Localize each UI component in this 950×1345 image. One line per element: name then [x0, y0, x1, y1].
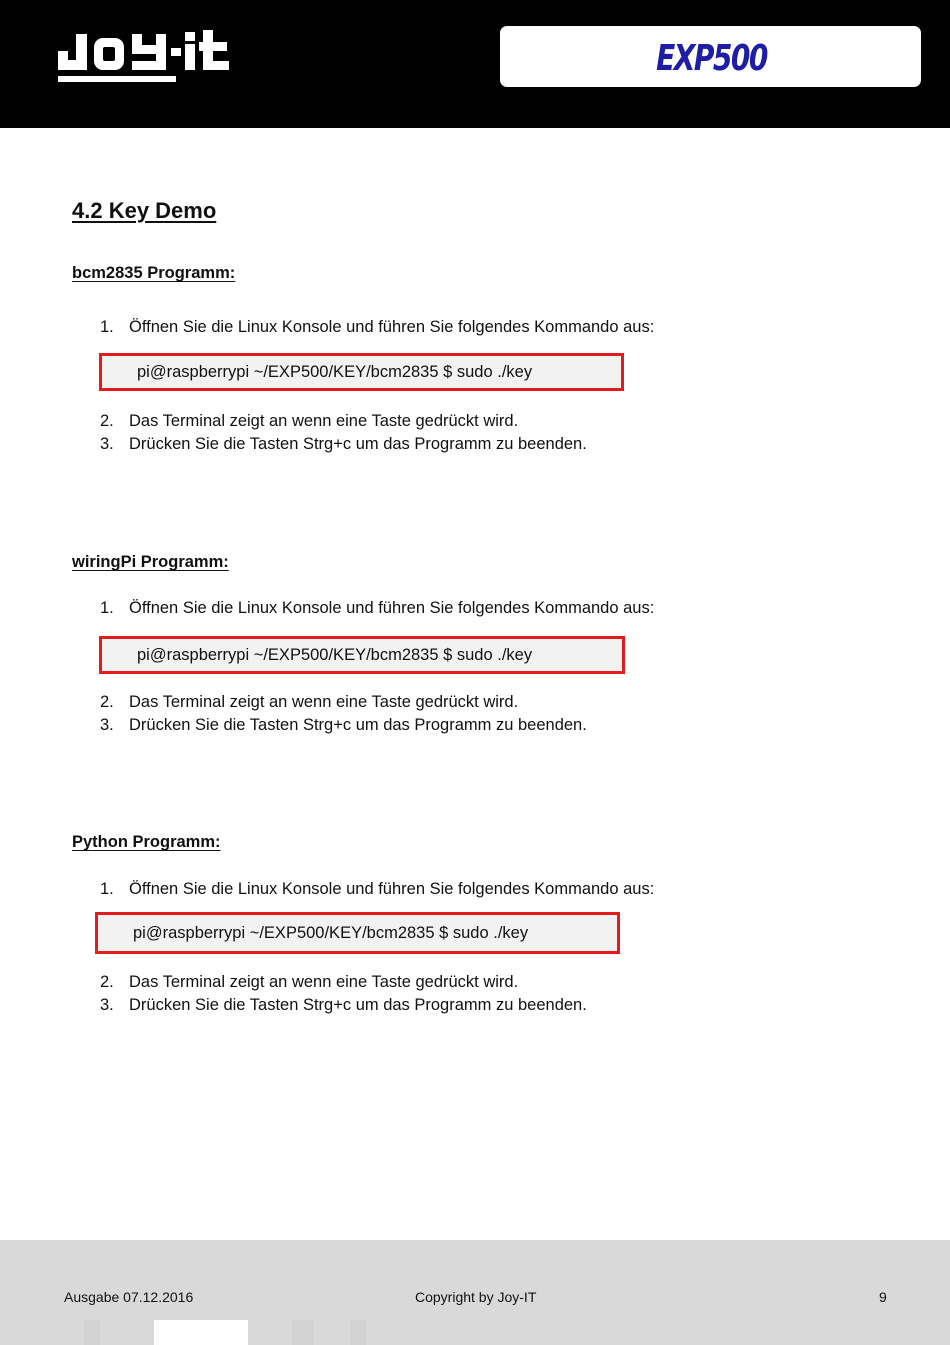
product-label-box [500, 26, 921, 87]
step-text: Drücken Sie die Tasten Strg+c um das Programm zu beenden. [129, 716, 587, 734]
step-number: 3. [100, 435, 114, 453]
page-header [0, 0, 950, 128]
step-text: Das Terminal zeigt an wenn eine Taste gedrückt wird. [129, 693, 519, 711]
step-text: Drücken Sie die Tasten Strg+c um das Programm zu beenden. [129, 435, 587, 453]
footer-decoration [292, 1320, 314, 1345]
footer-edition: Ausgabe 07.12.2016 [64, 1289, 194, 1305]
subheading-wiringpi: wiringPi Programm: [72, 553, 229, 571]
step-number: 1. [100, 318, 114, 336]
step-text: Drücken Sie die Tasten Strg+c um das Programm zu beenden. [129, 996, 587, 1014]
command-box[interactable] [99, 636, 625, 674]
footer-decoration [350, 1320, 366, 1345]
section-title: 4.2 Key Demo [72, 198, 217, 223]
footer-decoration [154, 1320, 248, 1345]
step-item [100, 412, 518, 431]
step-item [100, 880, 654, 899]
footer-decoration [84, 1320, 100, 1345]
step-number: 3. [100, 996, 114, 1014]
joy-it-logo [56, 20, 232, 86]
step-text: Öffnen Sie die Linux Konsole und führen Sie folgendes Kommando aus: [129, 318, 655, 336]
footer-page-number: 9 [879, 1289, 887, 1305]
step-item [100, 716, 587, 735]
subheading-bcm2835: bcm2835 Programm: [72, 264, 236, 282]
command-text: pi@raspberrypi ~/EXP500/KEY/bcm2835 $ sudo ./key [137, 646, 533, 664]
step-number: 1. [100, 880, 114, 898]
step-text: Öffnen Sie die Linux Konsole und führen Sie folgendes Kommando aus: [129, 880, 655, 898]
step-item [100, 973, 518, 992]
command-box[interactable] [99, 353, 624, 391]
product-name: EXP500 [656, 38, 767, 79]
subheading-python: Python Programm: [72, 833, 221, 851]
command-box[interactable] [95, 912, 620, 954]
command-text: pi@raspberrypi ~/EXP500/KEY/bcm2835 $ sudo ./key [133, 924, 529, 942]
step-item [100, 996, 587, 1015]
step-text: Das Terminal zeigt an wenn eine Taste gedrückt wird. [129, 973, 519, 991]
footer-copyright: Copyright by Joy-IT [415, 1289, 537, 1305]
step-item [100, 318, 654, 337]
step-number: 1. [100, 599, 114, 617]
step-number: 2. [100, 973, 114, 991]
step-number: 3. [100, 716, 114, 734]
command-text: pi@raspberrypi ~/EXP500/KEY/bcm2835 $ sudo ./key [137, 363, 533, 381]
step-number: 2. [100, 693, 114, 711]
step-item [100, 435, 587, 454]
step-number: 2. [100, 412, 114, 430]
step-text: Das Terminal zeigt an wenn eine Taste gedrückt wird. [129, 412, 519, 430]
step-text: Öffnen Sie die Linux Konsole und führen Sie folgendes Kommando aus: [129, 599, 655, 617]
step-item [100, 693, 518, 712]
step-item [100, 599, 654, 618]
